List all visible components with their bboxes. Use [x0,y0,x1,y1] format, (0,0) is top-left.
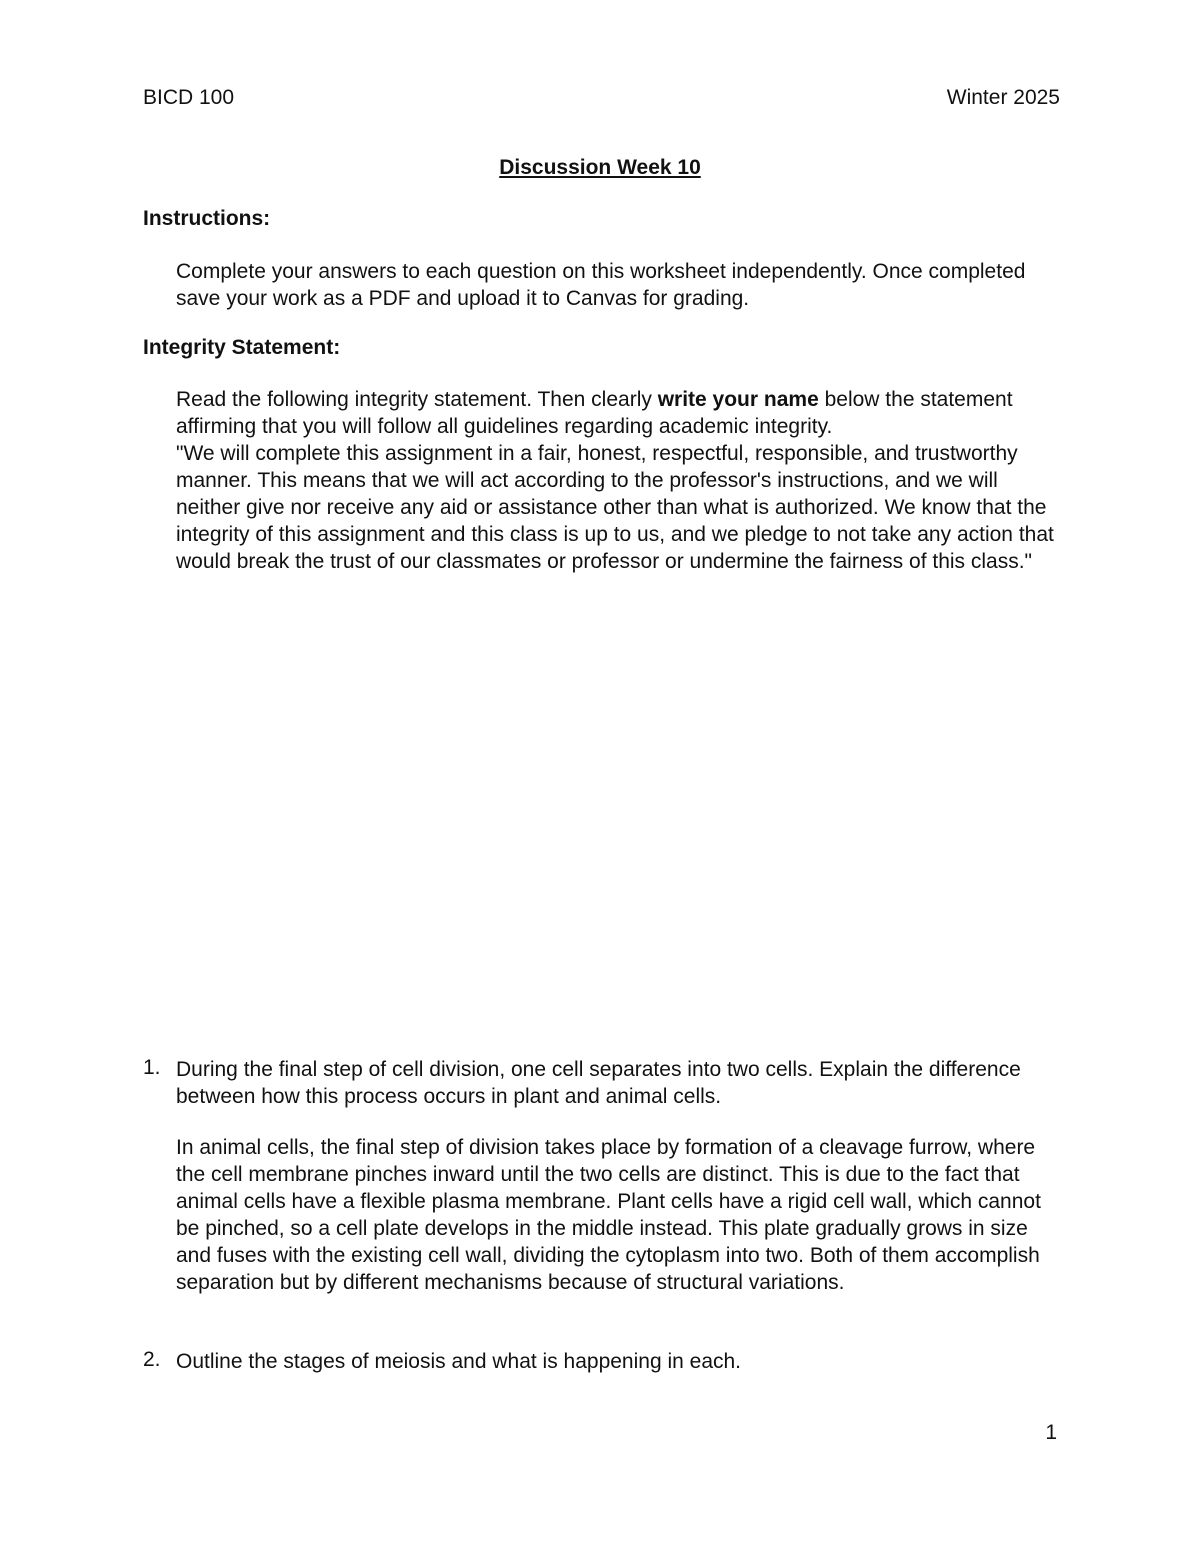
integrity-statement: "We will complete this assignment in a fair, honest, respectful, responsible, and trustworthy manner. This means that we will act according to the professor's instructions, and we will neither give nor receive any aid or assistance other than what is authorized. We know that the integrity of this assignment and this class is up to us, and we pledge to not take any action that would break the trust of our classmates or professor or undermine the fairness of this class." [176,442,1054,573]
course-code: BICD 100 [143,86,235,109]
question-2-text: Outline the stages of meiosis and what is happening in each. [176,1350,742,1373]
page-title: Discussion Week 10 [499,156,701,179]
question-1-text: During the final step of cell division, one cell separates into two cells. Explain the difference between how this process occurs in plant and animal cells. [176,1058,1021,1108]
integrity-intro: Read the following integrity statement. Then clearly write your name below the statement affirming that you will follow all guidelines regarding academic integrity. [176,388,1013,438]
instructions-heading: Instructions: [143,207,271,230]
question-1-answer: In animal cells, the final step of division takes place by formation of a cleavage furrow, where the cell membrane pinches inward until the two cells are distinct. This is due to the fact that animal cells have a flexible plasma membrane. Plant cells have a rigid cell wall, which cannot be pinched, so a cell plate develops in the middle instead. This plate gradually grows in size and fuses with the existing cell wall, dividing the cytoplasm into two. Both of them accomplish separation but by different mechanisms because of structural variations. [176,1136,1041,1294]
page-number: 1 [1045,1421,1057,1444]
question-1-number: 1. [143,1056,161,1079]
term: Winter 2025 [946,86,1060,109]
integrity-heading: Integrity Statement: [143,336,341,359]
integrity-block [176,386,1066,575]
instructions-text: Complete your answers to each question on this worksheet independently. Once completed save your work as a PDF and upload it to Canvas for grading. [176,260,1026,310]
write-name-emphasis: write your name [657,388,819,411]
question-2-number: 2. [143,1348,161,1371]
